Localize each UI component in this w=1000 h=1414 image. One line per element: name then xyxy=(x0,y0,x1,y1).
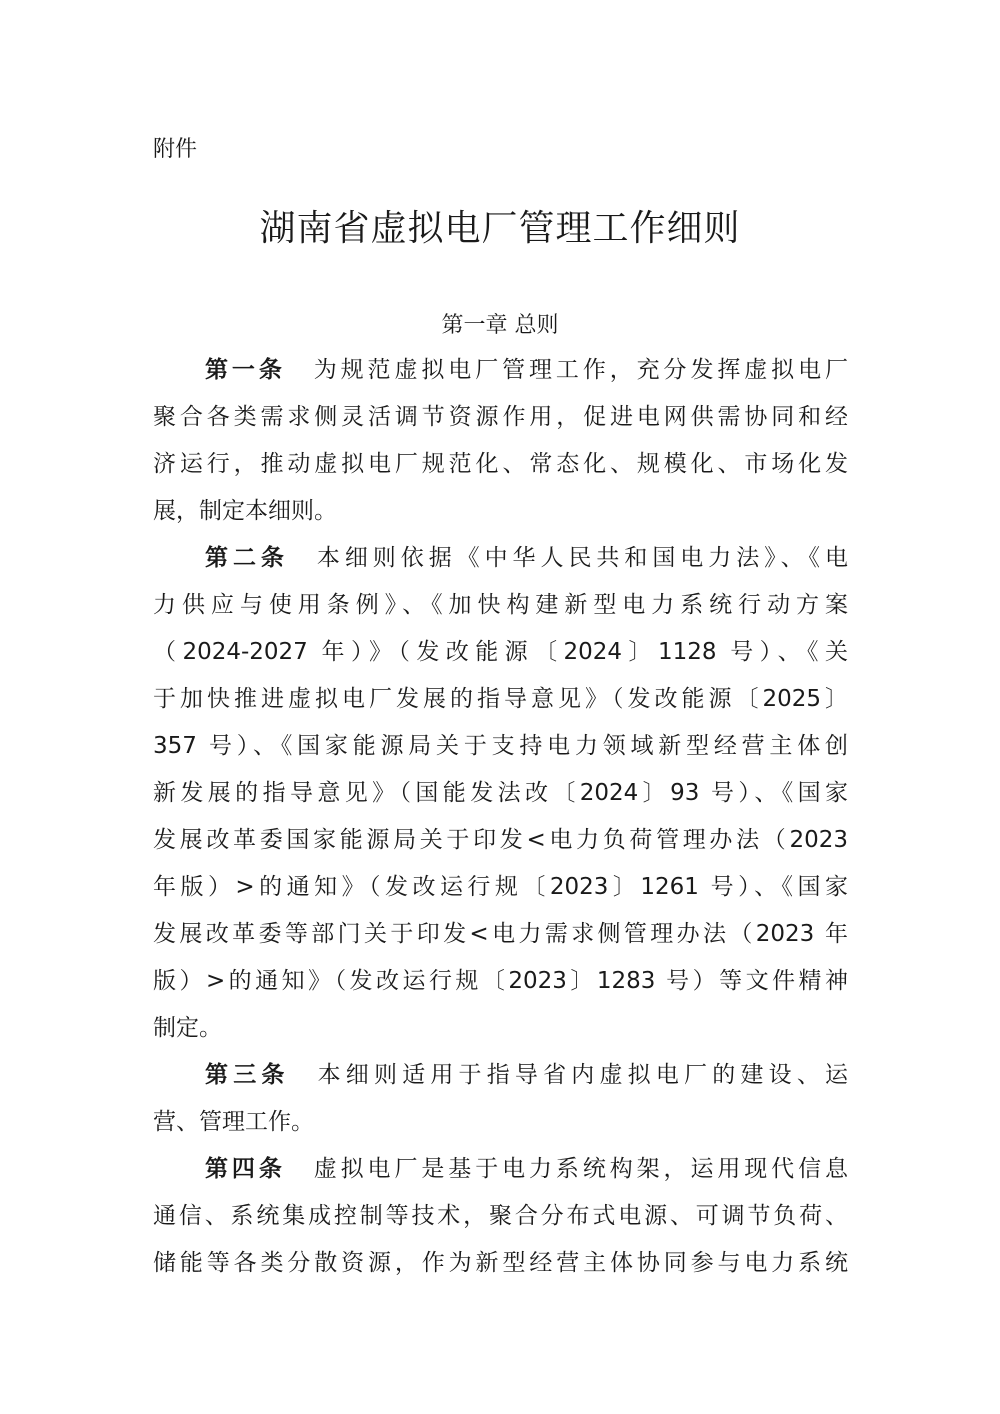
article-text: 发展改革委国家能源局关于印发<电力负荷管理办法（2023 xyxy=(153,827,848,853)
chapter-heading: 第一章 总则 xyxy=(441,313,559,338)
article-line xyxy=(153,347,848,394)
article-text: 展，制定本细则。 xyxy=(153,498,337,524)
document-title: 湖南省虚拟电厂管理工作细则 xyxy=(259,208,741,249)
article-text: 357 号）、《国家能源局关于支持电力领域新型经营主体创 xyxy=(153,733,848,759)
article-line xyxy=(153,958,848,1005)
article-text: 于加快推进虚拟电厂发展的指导意见》（发改能源〔2025〕 xyxy=(153,686,848,712)
article-line xyxy=(153,911,848,958)
article-line xyxy=(153,864,848,911)
article-text: 版）>的通知》（发改运行规〔2023〕1283 号）等文件精神 xyxy=(153,968,848,994)
article-3 xyxy=(153,1052,848,1146)
article-line xyxy=(153,629,848,676)
article-text: 本细则适用于指导省内虚拟电厂的建设、运 xyxy=(317,1062,848,1088)
article-text: 发展改革委等部门关于印发<电力需求侧管理办法（2023 年 xyxy=(153,921,848,947)
article-text: 通信、系统集成控制等技术，聚合分布式电源、可调节负荷、 xyxy=(153,1203,848,1229)
article-line xyxy=(153,1146,848,1193)
article-text: 济运行，推动虚拟电厂规范化、常态化、规模化、市场化发 xyxy=(153,451,848,477)
article-text: （2024-2027 年）》（发改能源〔2024〕1128 号）、《关 xyxy=(153,639,848,665)
article-line xyxy=(153,1193,848,1240)
article-text: 本细则依据《中华人民共和国电力法》、《电 xyxy=(316,545,848,571)
article-line xyxy=(153,441,848,488)
article-line xyxy=(153,770,848,817)
article-line xyxy=(153,676,848,723)
article-line xyxy=(153,582,848,629)
article-number: 第四条 xyxy=(205,1156,286,1182)
article-2 xyxy=(153,535,848,1052)
article-4 xyxy=(153,1146,848,1287)
article-number: 第二条 xyxy=(205,545,289,571)
article-text: 年版）>的通知》（发改运行规〔2023〕1261 号）、《国家 xyxy=(153,874,848,900)
article-1 xyxy=(153,347,848,535)
article-line xyxy=(153,1052,848,1099)
article-line xyxy=(153,1099,848,1146)
article-line xyxy=(153,535,848,582)
article-text: 营、管理工作。 xyxy=(153,1109,314,1135)
article-line xyxy=(153,488,848,535)
article-text: 聚合各类需求侧灵活调节资源作用，促进电网供需协同和经 xyxy=(153,404,848,430)
article-line xyxy=(153,394,848,441)
attachment-label: 附件 xyxy=(153,137,198,162)
article-line xyxy=(153,817,848,864)
article-number: 第三条 xyxy=(205,1062,290,1088)
article-text: 新发展的指导意见》（国能发法改〔2024〕93 号）、《国家 xyxy=(153,780,848,806)
document-body xyxy=(153,347,848,1287)
article-text: 为规范虚拟电厂管理工作，充分发挥虚拟电厂 xyxy=(313,357,848,383)
article-line xyxy=(153,723,848,770)
article-number: 第一条 xyxy=(205,357,286,383)
article-line xyxy=(153,1240,848,1287)
article-text: 制定。 xyxy=(153,1015,222,1041)
article-line xyxy=(153,1005,848,1052)
article-text: 虚拟电厂是基于电力系统构架，运用现代信息 xyxy=(313,1156,848,1182)
article-text: 力供应与使用条例》、《加快构建新型电力系统行动方案 xyxy=(153,592,848,618)
article-text: 储能等各类分散资源，作为新型经营主体协同参与电力系统 xyxy=(153,1250,848,1276)
